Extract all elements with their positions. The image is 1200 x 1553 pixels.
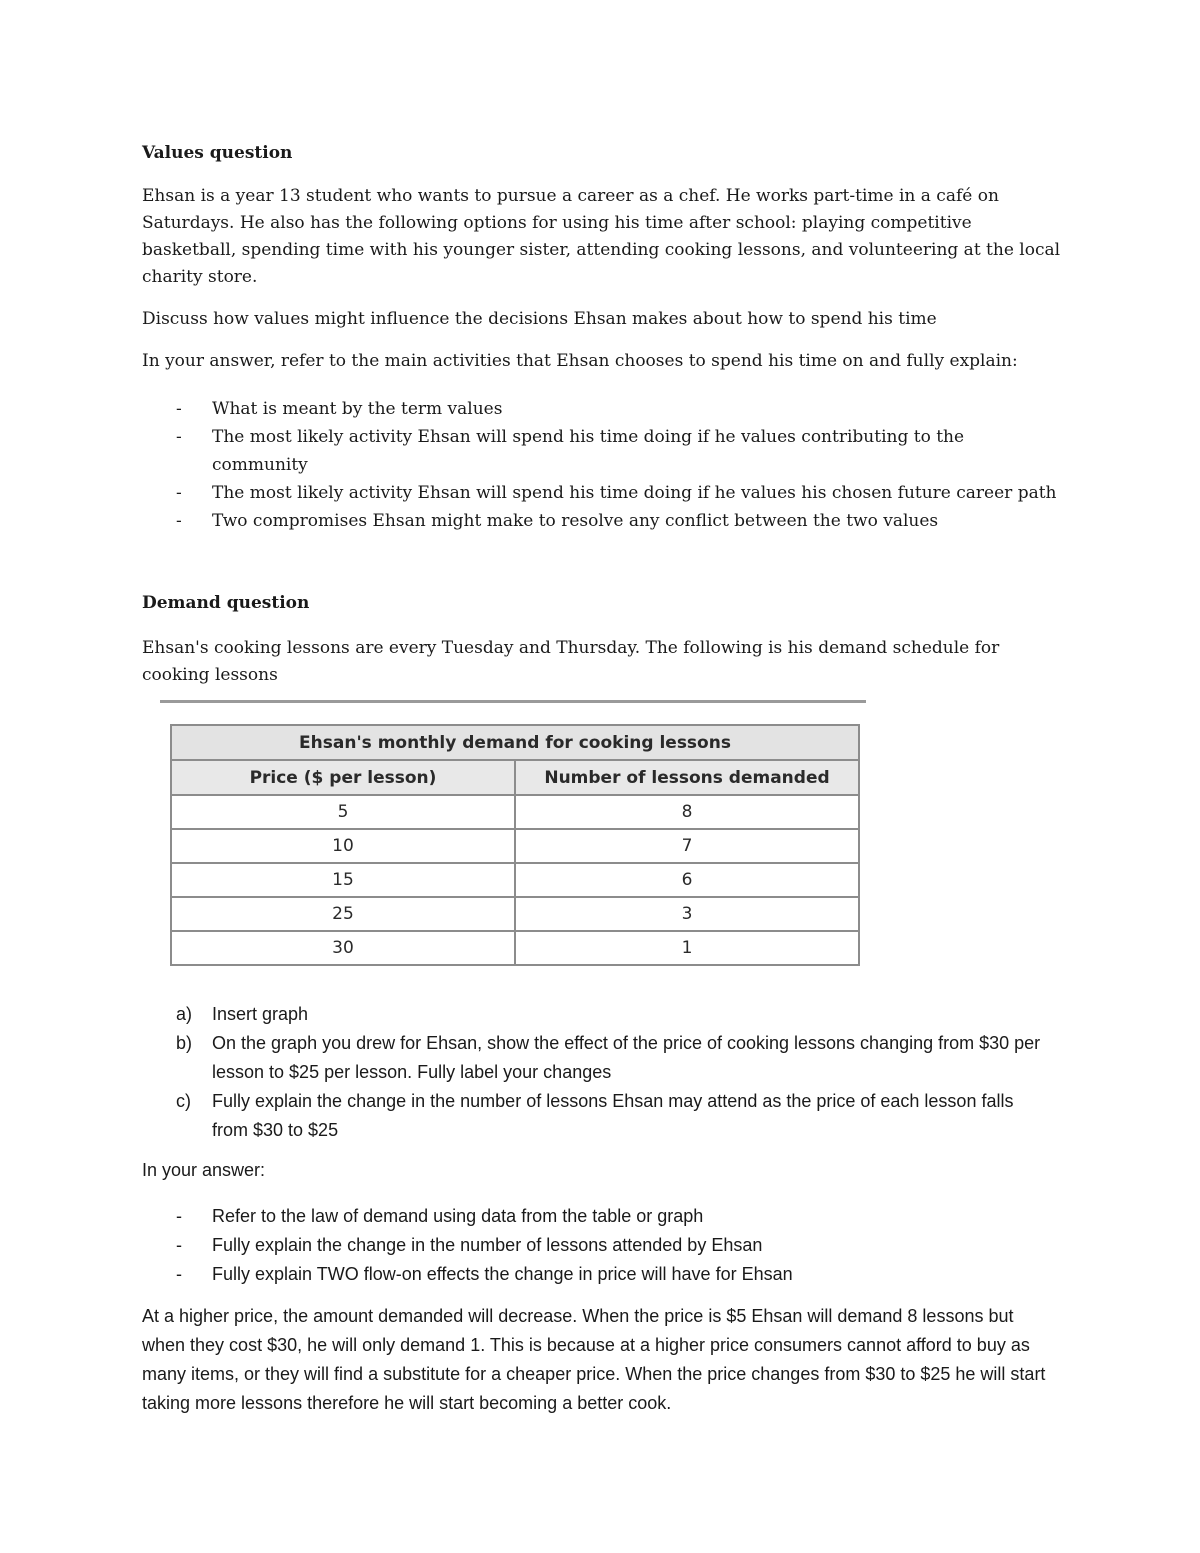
lessons-cell: 8 <box>515 795 859 829</box>
list-item: a) Insert graph <box>142 1000 1052 1029</box>
values-paragraph-line-3: basketball, spending time with his younger sister, attending cooking lessons, and volunteering at the local <box>142 240 1061 260</box>
lessons-cell: 6 <box>515 863 859 897</box>
demand-intro: Ehsan's cooking lessons are every Tuesday and Thursday. The following is his demand schedule for cooking lessons <box>142 638 1000 685</box>
list-item: - Two compromises Ehsan might make to resolve any conflict between the two values <box>142 507 1072 535</box>
values-question-heading: Values question <box>142 143 293 163</box>
task-marker: c) <box>176 1091 191 1111</box>
price-cell: 30 <box>171 931 515 965</box>
task-list <box>142 1000 1052 1145</box>
lessons-cell: 1 <box>515 931 859 965</box>
table-row <box>171 863 859 897</box>
bullet-dash: - <box>176 483 182 503</box>
answer-bullet-list <box>142 1202 1072 1289</box>
bullet-dash: - <box>176 1235 182 1255</box>
lessons-cell: 3 <box>515 897 859 931</box>
list-item: - Refer to the law of demand using data from the table or graph <box>142 1202 1072 1231</box>
bullet-dash: - <box>176 399 182 419</box>
bullet-dash: - <box>176 1264 182 1284</box>
task-marker: a) <box>176 1004 193 1024</box>
values-bullet-list <box>142 395 1072 535</box>
demand-question-heading: Demand question <box>142 593 310 613</box>
price-cell: 25 <box>171 897 515 931</box>
price-cell: 5 <box>171 795 515 829</box>
table-title: Ehsan's monthly demand for cooking lessons <box>171 725 859 760</box>
list-item: - What is meant by the term values <box>142 395 1072 423</box>
table-row <box>171 795 859 829</box>
column-header-lessons: Number of lessons demanded <box>515 760 859 795</box>
list-item: - The most likely activity Ehsan will spend his time doing if he values contributing to the community <box>142 423 1002 479</box>
values-paragraph-line-4: charity store. <box>142 267 258 287</box>
table-row <box>171 829 859 863</box>
answer-label: In your answer: <box>142 1160 266 1180</box>
student-response: At a higher price, the amount demanded will decrease. When the price is $5 Ehsan will demand 8 lessons but when they cost $30, he will only demand 1. This is because at a higher price consumers cannot afford to buy as many items, or they will find a substitute for a cheaper price. When the price changes from $30 to $25 he will start taking more lessons therefore he will start becoming a better cook. <box>142 1306 1046 1413</box>
bullet-dash: - <box>176 1206 182 1226</box>
column-header-price: Price ($ per lesson) <box>171 760 515 795</box>
lessons-cell: 7 <box>515 829 859 863</box>
price-cell: 15 <box>171 863 515 897</box>
list-item: b) On the graph you drew for Ehsan, show the effect of the price of cooking lessons changing from $30 per lesson to $25 per lesson. Fully label your changes <box>142 1029 1052 1087</box>
bullet-dash: - <box>176 511 182 531</box>
list-item: - Fully explain TWO flow-on effects the change in price will have for Ehsan <box>142 1260 1072 1289</box>
price-cell: 10 <box>171 829 515 863</box>
list-item: c) Fully explain the change in the number of lessons Ehsan may attend as the price of each lesson falls from $30 to $25 <box>142 1087 1052 1145</box>
figure-top-rule <box>160 700 866 703</box>
demand-schedule-table <box>170 724 860 966</box>
list-item: - The most likely activity Ehsan will spend his time doing if he values his chosen future career path <box>142 479 1072 507</box>
values-instruction: In your answer, refer to the main activities that Ehsan chooses to spend his time on and fully explain: <box>142 351 1018 371</box>
table-row <box>171 931 859 965</box>
values-paragraph-line-2: Saturdays. He also has the following options for using his time after school: playing competitive <box>142 213 972 233</box>
values-prompt: Discuss how values might influence the decisions Ehsan makes about how to spend his time <box>142 309 937 329</box>
bullet-dash: - <box>176 427 182 447</box>
list-item: - Fully explain the change in the number of lessons attended by Ehsan <box>142 1231 1072 1260</box>
table-row <box>171 897 859 931</box>
task-marker: b) <box>176 1033 193 1053</box>
values-paragraph-line-1: Ehsan is a year 13 student who wants to pursue a career as a chef. He works part-time in a café on <box>142 186 999 206</box>
